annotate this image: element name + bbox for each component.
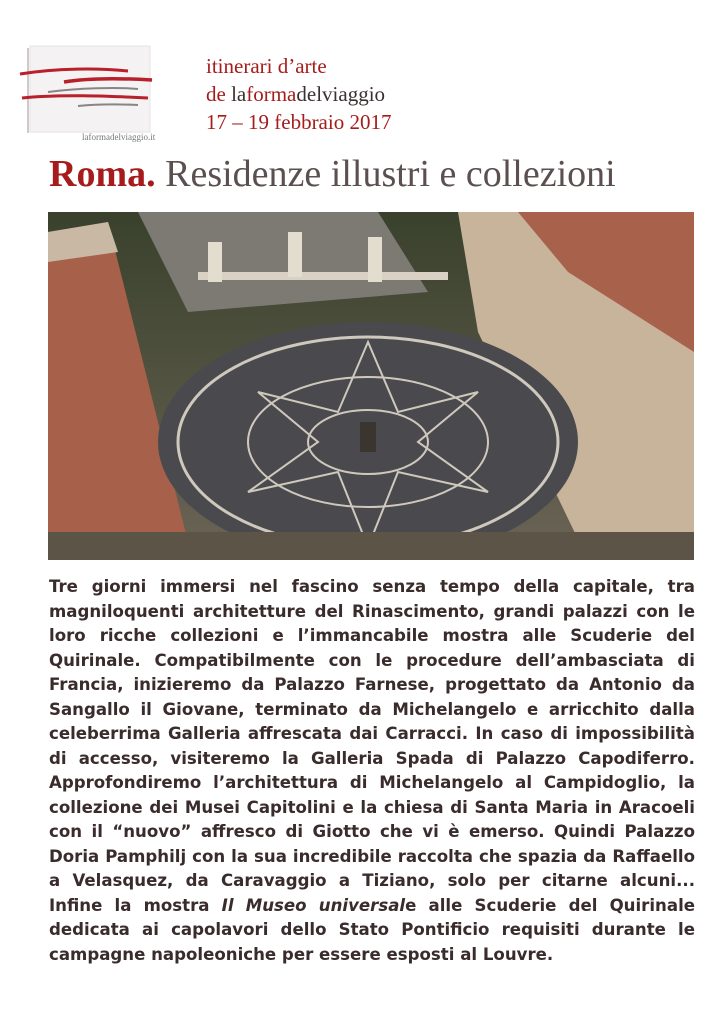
header-line2-rest: delviaggio [296, 82, 386, 106]
piazza-photo [48, 212, 694, 560]
header-line1: itinerari d’arte [206, 54, 327, 78]
body-part2: e alle Scuderie del Quirinale dedicata ai capolavori dello Stato Pontificio requisiti durante le campagne napoleoniche per essere esposti al Louvre. [49, 895, 696, 964]
page-title [49, 150, 616, 198]
header-line2-prefix: de [206, 82, 232, 106]
body-part1: Tre giorni immersi nel fascino senza tempo della capitale, tra magniloquenti architetture del Rinascimento, grandi palazzi con le loro ricche collezioni e l’immancabile mostra alle Scuderie del Quirinale. Compatibilmente con le procedure dell’ambasciata di Francia, inizieremo da Palazzo Farnese, progettato da Antonio da Sangallo il Giovane, terminato da Michelangelo e arricchito dalla celeberrima Galleria affrescata dai Carracci. In caso di impossibilità di accesso, visiteremo la Galleria Spada di Palazzo Capodiferro. Approfondiremo l’architettura di Michelangelo al Campidoglio, la collezione dei Musei Capitolini e la chiesa di Santa Maria in Aracoeli con il “nuovo” affresco di Giotto che vi è emerso. Quindi Palazzo Doria Pamphilj con la sua incredibile raccolta che spazia da Raffaello a Velasquez, da Caravaggio a Tiziano, solo per citarne alcuni... Infine la mostra [49, 577, 695, 915]
title-subtitle: Residenze illustri e collezioni [165, 153, 616, 195]
title-city: Roma. [49, 153, 156, 195]
header-dates: 17 – 19 febbraio 2017 [206, 110, 392, 134]
logo-tagline: laformadelviaggio.it [82, 132, 156, 142]
header-line2-la: la [231, 82, 247, 106]
header [206, 52, 391, 136]
body-paragraph [49, 575, 695, 967]
logo-mark [18, 38, 188, 138]
body-italic-title: Il Museo universal [221, 895, 406, 915]
logo [18, 38, 188, 150]
header-line2 [206, 80, 391, 108]
header-line2-forma: forma [246, 82, 297, 106]
